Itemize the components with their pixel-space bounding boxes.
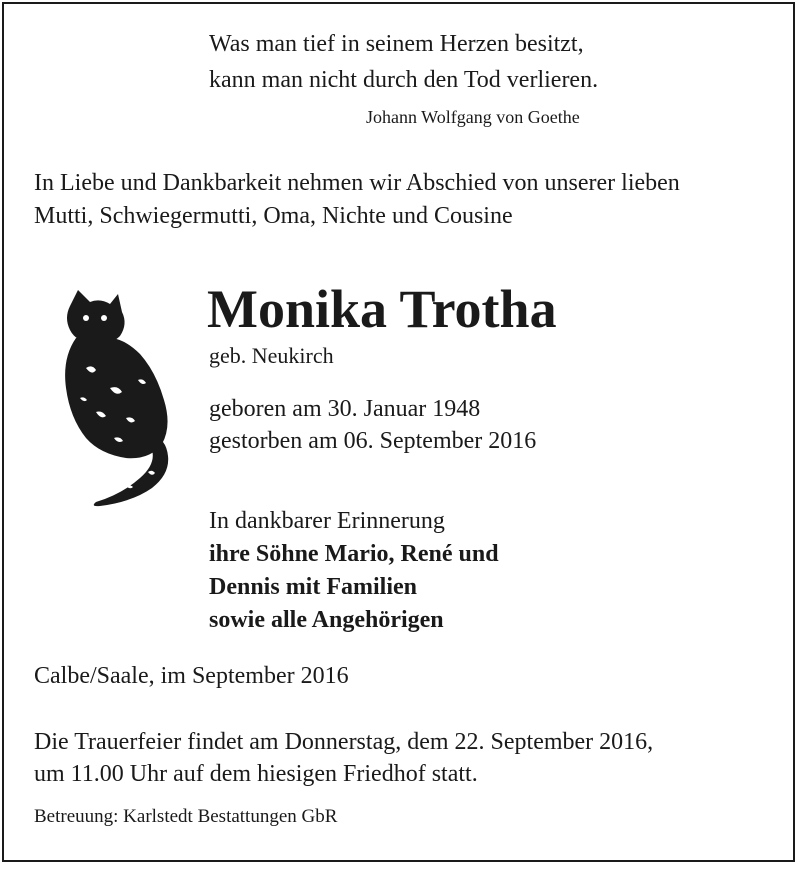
intro-line-2: Mutti, Schwiegermutti, Oma, Nichte und Cousine <box>34 203 513 229</box>
life-dates <box>209 395 536 459</box>
mourners <box>209 507 499 639</box>
funeral-home: Betreuung: Karlstedt Bestattungen GbR <box>34 806 338 827</box>
mourners-line-1: ihre Söhne Mario, René und <box>209 541 499 567</box>
mourners-intro: In dankbarer Erinnerung <box>209 508 445 534</box>
ceremony-line-2: um 11.00 Uhr auf dem hiesigen Friedhof statt. <box>34 761 478 787</box>
mourners-line-2: Dennis mit Familien <box>209 574 417 600</box>
intro-text <box>34 169 680 235</box>
maiden-name: geb. Neukirch <box>209 343 334 368</box>
birth-date: geboren am 30. Januar 1948 <box>209 396 481 422</box>
mourners-line-3: sowie alle Angehörigen <box>209 607 444 633</box>
death-date: gestorben am 06. September 2016 <box>209 428 537 454</box>
cat-silhouette-icon <box>56 288 182 510</box>
ceremony-line-1: Die Trauerfeier findet am Donnerstag, dem 22. September 2016, <box>34 729 654 755</box>
quote-line-1: Was man tief in seinem Herzen besitzt, <box>209 31 584 57</box>
quote-author: Johann Wolfgang von Goethe <box>366 107 580 127</box>
ceremony-info <box>34 728 653 792</box>
place-date: Calbe/Saale, im September 2016 <box>34 663 349 689</box>
quote-line-2: kann man nicht durch den Tod verlieren. <box>209 67 599 93</box>
intro-line-1: In Liebe und Dankbarkeit nehmen wir Abschied von unserer lieben <box>34 170 680 196</box>
quote <box>209 30 598 102</box>
deceased-name: Monika Trotha <box>207 279 557 339</box>
